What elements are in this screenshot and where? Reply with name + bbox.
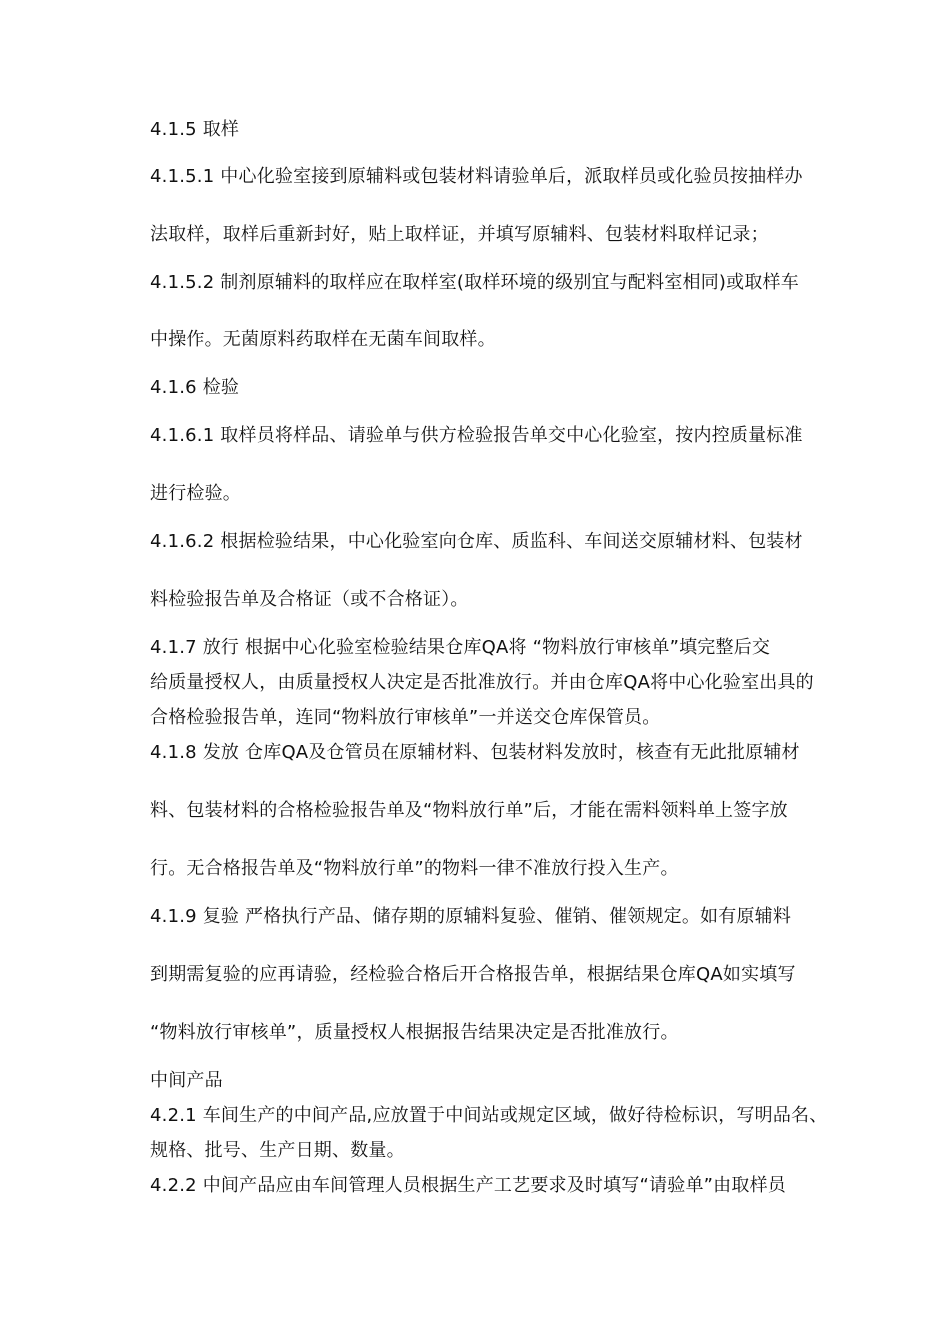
paragraph-line: 到期需复验的应再请验，经检验合格后开合格报告单，根据结果仓库QA如实填写 — [150, 964, 796, 985]
paragraph-line: 合格检验报告单，连同“物料放行审核单”一并送交仓库保管员。 — [150, 707, 661, 728]
paragraph-line: 4.1.5.1 中心化验室接到原辅料或包装材料请验单后，派取样员或化验员按抽样办 — [150, 166, 803, 187]
paragraph-line: 法取样，取样后重新封好，贴上取样证，并填写原辅料、包装材料取样记录； — [150, 224, 769, 245]
paragraph-line: 进行检验。 — [150, 483, 241, 504]
paragraph-line: 4.1.9 复验 严格执行产品、储存期的原辅料复验、催销、催领规定。如有原辅料 — [150, 906, 792, 927]
paragraph-line: 行。无合格报告单及“物料放行单”的物料一律不准放行投入生产。 — [150, 858, 679, 879]
section-heading-intermediate-products: 中间产品 — [150, 1070, 223, 1091]
paragraph-line: 规格、批号、生产日期、数量。 — [150, 1140, 405, 1161]
paragraph-line: 料、包装材料的合格检验报告单及“物料放行单”后，才能在需料领料单上签字放 — [150, 800, 788, 821]
paragraph-line: 4.1.6.2 根据检验结果，中心化验室向仓库、质监科、车间送交原辅材料、包装材 — [150, 531, 803, 552]
paragraph-line: 4.2.1 车间生产的中间产品,应放置于中间站或规定区域，做好待检标识，写明品名、 — [150, 1105, 828, 1126]
paragraph-line: 给质量授权人，由质量授权人决定是否批准放行。并由仓库QA将中心化验室出具的 — [150, 672, 814, 693]
paragraph-line: 中操作。无菌原料药取样在无菌车间取样。 — [150, 329, 496, 350]
paragraph-line: 4.2.2 中间产品应由车间管理人员根据生产工艺要求及时填写“请验单”由取样员 — [150, 1175, 786, 1196]
paragraph-line: 4.1.7 放行 根据中心化验室检验结果仓库QA将 “物料放行审核单”填完整后交 — [150, 637, 771, 658]
paragraph-line: 4.1.8 发放 仓库QA及仓管员在原辅材料、包装材料发放时，核查有无此批原辅材 — [150, 742, 800, 763]
section-heading-inspection: 4.1.6 检验 — [150, 377, 240, 398]
section-heading-sampling: 4.1.5 取样 — [150, 119, 240, 140]
paragraph-line: 4.1.5.2 制剂原辅料的取样应在取样室(取样环境的级别宜与配料室相同)或取样车 — [150, 272, 799, 293]
paragraph-line: 料检验报告单及合格证（或不合格证）。 — [150, 589, 469, 610]
paragraph-line: “物料放行审核单”，质量授权人根据报告结果决定是否批准放行。 — [150, 1022, 679, 1043]
paragraph-line: 4.1.6.1 取样员将样品、请验单与供方检验报告单交中心化验室，按内控质量标准 — [150, 425, 803, 446]
